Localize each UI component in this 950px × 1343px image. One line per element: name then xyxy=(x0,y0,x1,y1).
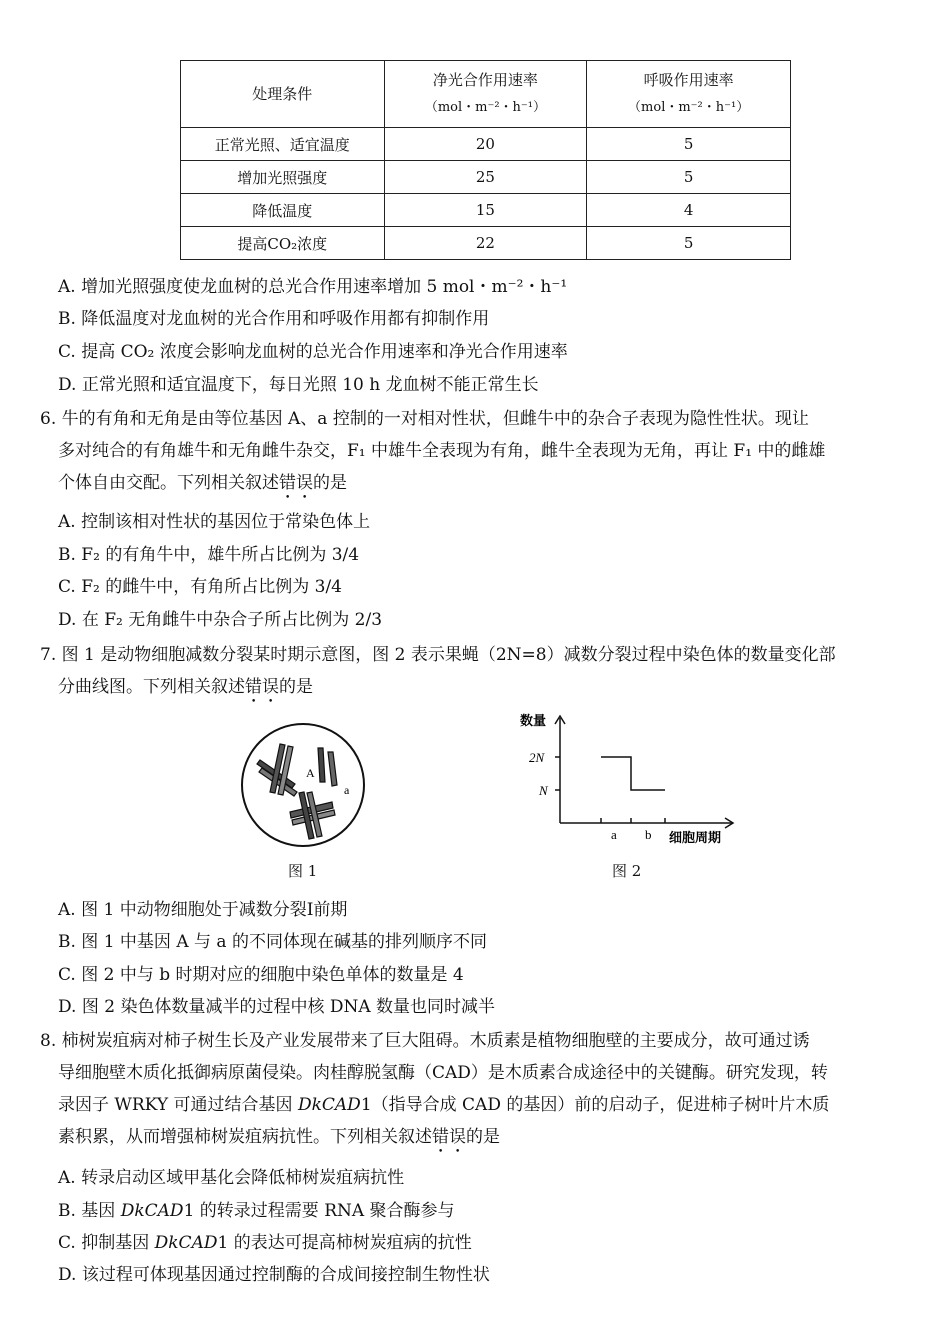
cell-net: 15 xyxy=(384,194,587,227)
q8-stem-line1: 8. 柿树炭疽病对柿子树生长及产业发展带来了巨大阻碍。木质素是植物细胞壁的主要成分，故可通过诱 xyxy=(40,1031,810,1051)
q8-option-a: A. 转录启动区域甲基化会降低柿树炭疽病抗性 xyxy=(58,1168,405,1188)
q8-option-b: B. 基因 DkCAD1 的转录过程需要 RNA 聚合酶参与 xyxy=(58,1201,455,1221)
header-net-photosynthesis: 净光合作用速率 （mol・m⁻²・h⁻¹） xyxy=(384,61,587,128)
cell-resp: 5 xyxy=(587,227,791,260)
q8-option-c: C. 抑制基因 DkCAD1 的表达可提高柿树炭疽病的抗性 xyxy=(58,1233,472,1253)
figure-1-cell-diagram xyxy=(240,722,366,848)
q5-option-b: B. 降低温度对龙血树的光合作用和呼吸作用都有抑制作用 xyxy=(58,309,490,329)
q7-stem-line1: 7. 图 1 是动物细胞减数分裂某时期示意图，图 2 表示果蝇（2N=8）减数分裂过程中染色体的数量变化部 xyxy=(40,645,836,665)
q6-stem-line1: 6. 牛的有角和无角是由等位基因 A、a 控制的一对相对性状，但雌牛中的杂合子表现为隐性性状。现让 xyxy=(40,409,809,429)
q7-option-a: A. 图 1 中动物细胞处于减数分裂Ⅰ前期 xyxy=(58,900,348,920)
cell-condition: 降低温度 xyxy=(181,194,385,227)
q7-option-c: C. 图 2 中与 b 时期对应的细胞中染色单体的数量是 4 xyxy=(58,965,464,985)
q8-option-d: D. 该过程可体现基因通过控制酶的合成间接控制生物性状 xyxy=(58,1265,490,1285)
table-row xyxy=(181,194,791,227)
cell-resp: 4 xyxy=(587,194,791,227)
table-row xyxy=(181,161,791,194)
q6-option-c: C. F₂ 的雌牛中，有角所占比例为 3/4 xyxy=(58,577,342,597)
q6-option-b: B. F₂ 的有角牛中，雄牛所占比例为 3/4 xyxy=(58,545,360,565)
figure-1-caption: 图 1 xyxy=(288,862,318,880)
x-tick-a: a xyxy=(611,827,617,842)
cell-resp: 5 xyxy=(587,161,791,194)
q8-stem-line4: 素积累，从而增强柿树炭疽病抗性。下列相关叙述错误的是 xyxy=(58,1127,500,1147)
figure-2-chromosome-graph xyxy=(515,708,745,848)
table-row xyxy=(181,227,791,260)
cell-net: 22 xyxy=(384,227,587,260)
q8-stem-line3: 录因子 WRKY 可通过结合基因 DkCAD1（指导合成 CAD 的基因）前的启动子，促进柿子树叶片木质 xyxy=(58,1095,830,1115)
table-row xyxy=(181,128,791,161)
y-axis-title: 数量 xyxy=(520,714,547,729)
q6-stem-line2: 多对纯合的有角雄牛和无角雌牛杂交，F₁ 中雄牛全表现为有角，雌牛全表现为无角，再让 F₁ 中的雌雄 xyxy=(58,441,826,461)
q6-option-a: A. 控制该相对性状的基因位于常染色体上 xyxy=(58,512,371,532)
cell-condition: 提高CO₂浓度 xyxy=(181,227,385,260)
header-condition: 处理条件 xyxy=(181,61,385,128)
cell-condition: 增加光照强度 xyxy=(181,161,385,194)
x-tick-b: b xyxy=(645,827,652,842)
cell-net: 25 xyxy=(384,161,587,194)
figure-2-caption: 图 2 xyxy=(612,862,642,880)
q6-option-d: D. 在 F₂ 无角雌牛中杂合子所占比例为 2/3 xyxy=(58,610,383,630)
data-table xyxy=(180,60,791,260)
q8-stem-line2: 导细胞壁木质化抵御病原菌侵染。肉桂醇脱氢酶（CAD）是木质素合成途径中的关键酶。研究发现，转 xyxy=(58,1063,828,1083)
gene-label-A: A xyxy=(306,766,315,780)
q5-option-a: A. 增加光照强度使龙血树的总光合作用速率增加 5 mol・m⁻²・h⁻¹ xyxy=(58,277,568,297)
q5-option-c: C. 提高 CO₂ 浓度会影响龙血树的总光合作用速率和净光合作用速率 xyxy=(58,342,568,362)
header-respiration: 呼吸作用速率 （mol・m⁻²・h⁻¹） xyxy=(587,61,791,128)
x-axis-title: 细胞周期 xyxy=(669,831,722,846)
cell-condition: 正常光照、适宜温度 xyxy=(181,128,385,161)
q7-option-b: B. 图 1 中基因 A 与 a 的不同体现在碱基的排列顺序不同 xyxy=(58,932,487,952)
cell-resp: 5 xyxy=(587,128,791,161)
table-header-row xyxy=(181,61,791,128)
y-tick-2n: 2N xyxy=(529,750,545,765)
y-tick-n: N xyxy=(539,783,548,798)
q6-stem-line3: 个体自由交配。下列相关叙述错误的是 xyxy=(58,473,347,493)
q7-option-d: D. 图 2 染色体数量减半的过程中核 DNA 数量也同时减半 xyxy=(58,997,496,1017)
cell-net: 20 xyxy=(384,128,587,161)
gene-label-a: a xyxy=(344,783,350,797)
q5-option-d: D. 正常光照和适宜温度下，每日光照 10 h 龙血树不能正常生长 xyxy=(58,375,539,395)
q7-stem-line2: 分曲线图。下列相关叙述错误的是 xyxy=(58,677,313,697)
